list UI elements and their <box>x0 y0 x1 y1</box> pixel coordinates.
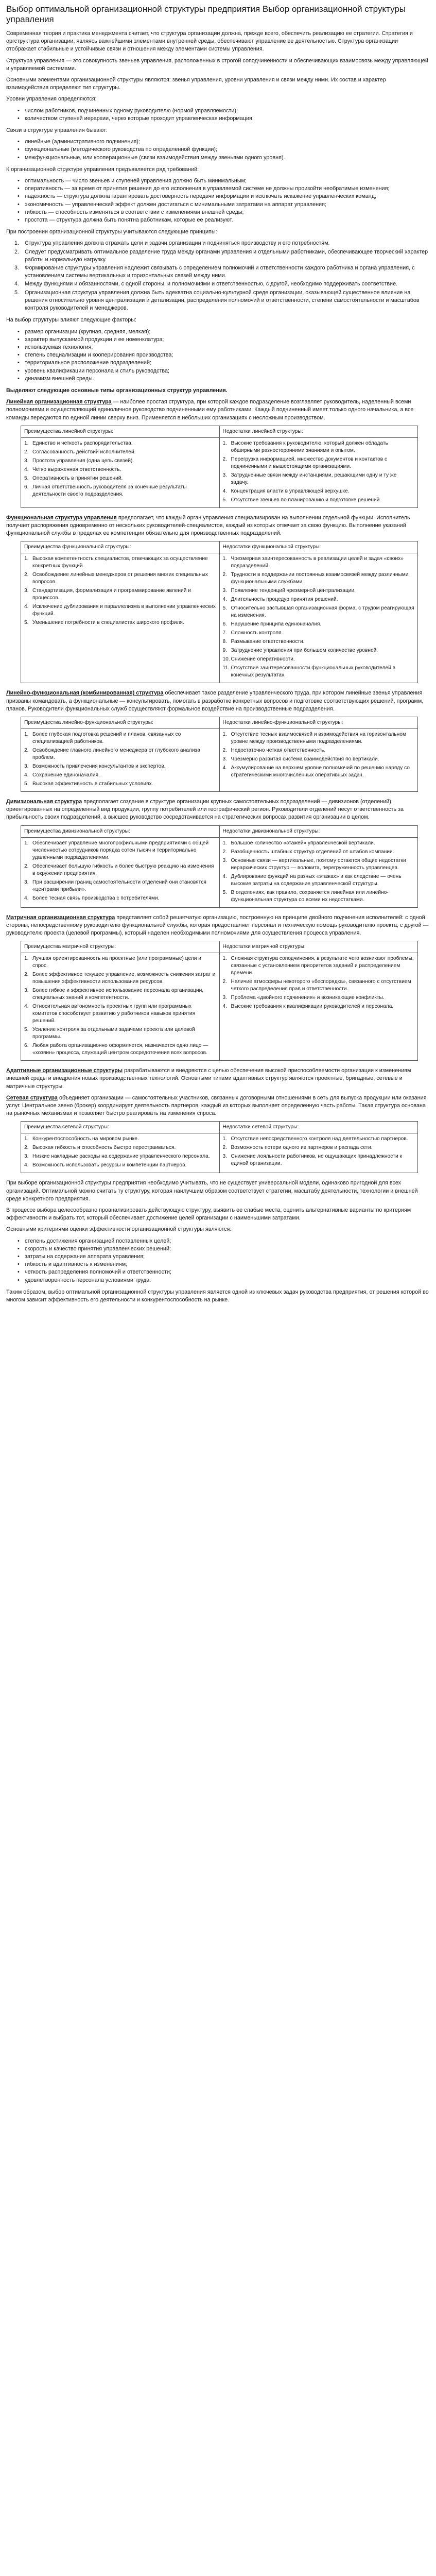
table-header: Недостатки сетевой структуры: <box>219 1122 418 1133</box>
list-item: 2. Следует предусматривать оптимальное разделение труда между органами управления и отдельными работниками, обеспечивающее творческий характер работы и нормальную нагрузку. <box>14 248 428 263</box>
list-item: 4. Сохранение единоначалия. <box>24 772 100 778</box>
list-item: • оперативность — за время от принятия решения до его исполнения в управляемой системе не должны произойти необратимые изменения; <box>25 185 429 193</box>
table-header: Преимущества сетевой структуры: <box>21 1122 220 1133</box>
section-heading: Связи в структуре управления бывают: <box>6 127 108 134</box>
list-item: 2. Наличие атмосферы некоторого «беспорядка», связанного с отсутствием четкого распределения прав и ответственности. <box>222 979 411 992</box>
list-item: 1. Структура управления должна отражать цели и задачи организации и подчиняться производству и его потребностям. <box>14 240 330 247</box>
matrix-proscons-table <box>21 941 418 1061</box>
final-paragraph: Таким образом, выбор оптимальной организационной структуры управления является одной из ключевых задач руководства предприятия, от решения которой во многом зависит эффективность его деятельности и конкурентоспособность на рынке. <box>6 1289 429 1303</box>
intro-paragraph: Основными элементами организационной структуры являются: звенья управления, уровни управления и связи между ними. Их состав и характер взаимодействия определяют тип структуры. <box>6 77 386 91</box>
list-item: • степень специализации и кооперирования производства; <box>25 351 429 359</box>
list-item: 4. Дублирование функций на разных «этажах» и как следствие — очень высокие затраты на содержание управленческой структуры. <box>222 873 402 887</box>
list-item: • степень достижения организацией поставленных целей; <box>25 1238 429 1245</box>
list-item: 4. Аккумулирование на верхнем уровне полномочий по решению наряду со стратегическими многочисленных оперативных задач. <box>222 765 410 778</box>
requirements-list <box>6 177 429 224</box>
list-item: • размер организации (крупная, средняя, мелкая); <box>25 328 429 336</box>
section-heading: Основными критериями оценки эффективности организационной структуры являются: <box>6 1226 232 1233</box>
list-item: • территориальное расположение подразделений; <box>25 359 429 367</box>
list-item: • экономичность — управленческий эффект должен достигаться с минимальными затратами на аппарат управления; <box>25 201 429 209</box>
list-item: 4. Более тесная связь производства с потребителями. <box>24 895 160 901</box>
list-item: 1. Сложная структура соподчинения, в результате чего возникают проблемы, связанные с установлением приоритетов заданий и распределением времени. <box>222 956 414 976</box>
list-item: 5. Оперативность в принятии решений. <box>24 475 123 481</box>
table-cell <box>219 837 418 907</box>
list-item: • числом работников, подчиненных одному руководителю (нормой управляемости); <box>25 107 429 115</box>
term: Функциональная структура управления <box>6 514 117 521</box>
list-item: 3. Стандартизация, формализация и программирование явлений и процессов. <box>24 588 191 601</box>
list-item: • используемая технология; <box>25 344 429 351</box>
list-item: 5. Организационная структура управления должна быть адекватна социально-культурной среде организации, оказывающей существенное влияние на решения относительно уровня централизации и детализации, распределения полномочий и ответственности, степени самостоятельности и масштабов контроля руководителей и менеджеров. <box>14 289 420 312</box>
divisional-proscons-table <box>21 825 418 908</box>
list-item: • функциональные (методического руководства по определенной функции); <box>25 146 429 154</box>
list-item: 3. Чрезмерно развитая система взаимодействия по вертикали. <box>222 756 379 762</box>
principles-list <box>6 240 429 312</box>
table-header: Недостатки функциональной структуры: <box>219 541 418 553</box>
list-item: • затраты на содержание аппарата управления; <box>25 1253 429 1261</box>
list-item: 2. Высокая гибкость и способность быстро перестраиваться. <box>24 1145 176 1151</box>
links-list <box>6 138 429 162</box>
table-header: Недостатки матричной структуры: <box>219 941 418 953</box>
list-item: • количеством ступеней иерархии, через которые проходит управленческая информация. <box>25 115 429 123</box>
list-item: 1. Чрезмерная заинтересованность в реализации целей и задач «своих» подразделений. <box>222 556 404 569</box>
table-header: Преимущества дивизиональной структуры: <box>21 825 220 837</box>
criteria-list <box>6 1238 429 1284</box>
list-item: 1. Большое количество «этажей» управленческой вертикали. <box>222 840 375 846</box>
term: Линейная организационная структура <box>6 399 112 405</box>
list-item: 2. Разобщенность штабных структур отделений от штабов компании. <box>222 849 394 855</box>
list-item: 2. Недостаточно четкая ответственность. <box>222 747 326 753</box>
list-item: • скорость и качество принятия управленческих решений; <box>25 1245 429 1253</box>
list-item: • характер выпускаемой продукции и ее номенклатура; <box>25 336 429 344</box>
linear-proscons-table <box>21 426 418 508</box>
list-item: 4. Относительная автономность проектных групп или программных комитетов способствует развитию у работников навыков принятия решений. <box>24 1004 196 1024</box>
list-item: 1. Отсутствие непосредственного контроля над деятельностью партнеров. <box>222 1136 408 1142</box>
list-item: 1. Обеспечивает управление многопрофильными предприятиями с общей численностью сотрудников порядка сотен тысяч и территориально удаленными подразделениями. <box>24 840 209 860</box>
list-item: 5. Относительно застывшая организационная форма, с трудом реагирующая на изменения. <box>222 605 414 619</box>
list-item: 3. Низкие накладные расходы на содержание управленческого персонала. <box>24 1154 210 1160</box>
network-structure-paragraph: Сетевая структура объединяет организации — самостоятельных участников, связанных договорными отношениями в сеть для выпуска продукции или оказания услуг. Центральное звено (брокер) координирует деятельность партнеров, каждый из которых выполняет определенную часть работы. Такая структура основана на рыночных механизмах и позволяет быстро реагировать на изменения спроса. <box>6 1094 427 1117</box>
factors-list <box>6 328 429 383</box>
list-item: 10. Снижение оперативности. <box>222 656 295 663</box>
linear-functional-proscons-table <box>21 717 418 792</box>
table-header: Преимущества линейно-функциональной структуры: <box>21 717 220 728</box>
section-heading: Выделяют следующие основные типы организационных структур управления. <box>6 387 228 394</box>
matrix-structure-paragraph: Матричная организационная структура представляет собой решетчатую организацию, построенную на принципе двойного подчинения исполнителей: с одной стороны, непосредственному руководителю функциональной службы, которая предоставляет персонал и техническую помощь руководителю проекта, с другой — руководителю проекта (целевой программы), который наделен необходимыми полномочиями для осуществления процесса управления. <box>6 914 429 936</box>
list-item: 2. Возможность потери одного из партнеров и распада сети. <box>222 1145 373 1151</box>
table-header: Преимущества функциональной структуры: <box>21 541 220 553</box>
list-item: 3. Более гибкое и эффективное использование персонала организации, специальных знаний и компетентности. <box>24 988 204 1001</box>
list-item: 6. Нарушение принципа единоначалия. <box>222 621 322 628</box>
table-header: Преимущества матричной структуры: <box>21 941 220 953</box>
levels-list <box>6 107 429 123</box>
list-item: 5. Высокая эффективность в стабильных условиях. <box>24 781 153 787</box>
adaptive-structure-paragraph: Адаптивные организационные структуры разрабатываются и внедряются с целью обеспечения высокой приспособляемости организации к изменениям внешней среды и внедрения новых производственных технологий. Основными типами адаптивных структур являются проектные, бригадные, сетевые и матричные структуры. <box>6 1067 411 1090</box>
intro-paragraph: Структура управления — это совокупность звеньев управления, расположенных в строгой соподчиненности и обеспечивающих взаимосвязь между управляющей и управляемой системами. <box>6 57 428 72</box>
table-cell <box>219 553 418 683</box>
table-header: Преимущества линейной структуры: <box>21 426 220 437</box>
list-item: 3. Основные связи — вертикальные, поэтому остаются общие недостатки иерархических структур — волокита, перегруженность управленцев. <box>222 857 406 871</box>
section-heading: Уровни управления определяются: <box>6 96 97 103</box>
functional-structure-paragraph: Функциональная структура управления предполагает, что каждый орган управления специализирован на выполнении отдельной функции. Исполнитель получает распоряжения одновременно от нескольких руководителей-специалистов, каждый из которых отвечает за свою функцию. Выполнение указаний функциональной службы в пределах ее компетенции обязательно для производственных подразделений. <box>6 514 410 537</box>
list-item: 7. Сложность контроля. <box>222 630 283 636</box>
list-item: 3. Проблема «двойного подчинения» и возникающие конфликты. <box>222 995 385 1001</box>
list-item: 4. Исключение дублирования и параллелизма в выполнении управленческих функций. <box>24 604 216 617</box>
list-item: • динамизм внешней среды. <box>25 375 429 383</box>
conclusion-paragraph: В процессе выбора целесообразно проанализировать действующую структуру, выявить ее слабые места, оценить альтернативные варианты по критериям эффективности и выбрать тот, который обеспечивает достижение целей организации с наименьшими затратами. <box>6 1207 411 1222</box>
functional-proscons-table <box>21 541 418 683</box>
list-item: 6. Любая работа организационно оформляется, назначается одно лицо — «хозяин» процесса, служащий центром сосредоточения всех вопросов. <box>24 1043 208 1056</box>
list-item: • простота — структура должна быть понятна работникам, которые ее реализуют. <box>25 216 429 224</box>
list-item: • надежность — структура должна гарантировать достоверность передачи информации и исключать искажение управленческих команд; <box>25 193 429 200</box>
list-item: 4. Длительность процедур принятия решений. <box>222 597 338 603</box>
list-item: 3. Формирование структуры управления надлежит связывать с определением полномочий и ответственности каждого работника и органа управления, с установлением системы вертикальных и горизонтальных связей между ними. <box>14 265 415 279</box>
list-item: 3. Затрудненные связи между инстанциями, решающими одну и ту же задачу. <box>222 472 397 485</box>
term: Сетевая структура <box>6 1094 58 1101</box>
list-item: 1. Высокие требования к руководителю, который должен обладать обширными разносторонними знаниями и опытом. <box>222 440 388 453</box>
list-item: 5. Отсутствие звеньев по планированию и подготовке решений. <box>222 497 381 503</box>
list-item: 1. Лучшая ориентированность на проектные (или программные) цели и спрос. <box>24 956 201 969</box>
list-item: 4. Между функциями и обязанностями, с одной стороны, и полномочиями и ответственностью, с другой, необходимо поддерживать соответствие. <box>14 281 398 287</box>
list-item: 1. Отсутствие тесных взаимосвязей и взаимодействия на горизонтальном уровне между производственными подразделениями. <box>222 731 406 744</box>
list-item: • межфункциональные, или кооперационные (связи взаимодействия между звеньями одного уровня). <box>25 154 429 162</box>
list-item: 2. Перегрузка информацией, множество документов и контактов с подчиненными и вышестоящими организациями. <box>222 456 388 469</box>
list-item: • оптимальность — число звеньев и ступеней управления должно быть минимальным; <box>25 177 429 185</box>
list-item: 5. В отделениях, как правило, сохраняется линейная или линейно-функциональная структура со всеми их недостатками. <box>222 889 389 903</box>
intro-paragraph: Современная теория и практика менеджмента считает, что структура организации должна, прежде всего, обеспечить реализацию ее стратегии. Стратегия и оргструктура организации, являясь важнейшими элементами внутренней среды, обеспечивают управление ее деятельностью. Структура организации отображает стабильные и устойчивые связи и отношения между элементами системы управления. <box>6 30 413 53</box>
section-heading: На выбор структуры влияют следующие факторы: <box>6 317 137 324</box>
list-item: 6. Личная ответственность руководителя за конечные результаты деятельности своего подразделения. <box>24 484 187 497</box>
section-heading: К организационной структуре управления предъявляется ряд требований: <box>6 166 199 173</box>
list-item: 8. Размывание ответственности. <box>222 639 305 645</box>
list-item: 2. Согласованность действий исполнителей. <box>24 449 136 455</box>
table-cell <box>219 437 418 507</box>
term: Адаптивные организационные структуры <box>6 1067 123 1074</box>
list-item: 3. Снижение лояльности работников, не ощущающих принадлежности к единой организации. <box>222 1154 402 1167</box>
table-header: Недостатки линейной структуры: <box>219 426 418 437</box>
list-item: • четкость распределения полномочий и ответственности; <box>25 1268 429 1276</box>
table-cell <box>219 953 418 1061</box>
list-item: 4. Концентрация власти в управляющей верхушке. <box>222 488 350 494</box>
list-item: 2. Более эффективное текущее управление, возможность снижения затрат и повышения эффективности использования ресурсов. <box>24 972 216 985</box>
list-item: 5. Усиление контроля за отдельными задачами проекта или целевой программы. <box>24 1027 195 1040</box>
page-title: Выбор оптимальной организационной структуры предприятия Выбор организационной структуры управления <box>6 4 406 24</box>
table-header: Недостатки дивизиональной структуры: <box>219 825 418 837</box>
list-item: • гибкость — способность изменяться в соответствии с изменениями внешней среды; <box>25 209 429 216</box>
table-header: Недостатки линейно-функциональной структуры: <box>219 717 418 728</box>
list-item: 2. Освобождение линейных менеджеров от решения многих специальных вопросов. <box>24 572 208 585</box>
list-item: 5. Уменьшение потребности в специалистах широкого профиля. <box>24 620 184 626</box>
list-item: 4. Четко выраженная ответственность. <box>24 466 121 472</box>
table-cell <box>21 437 220 507</box>
list-item: 9. Затруднение управления при большом количестве уровней. <box>222 648 378 654</box>
list-item: 1. Единство и четкость распорядительства. <box>24 440 133 446</box>
list-item: 3. Возможность привлечения консультантов и экспертов. <box>24 763 166 769</box>
linear-structure-paragraph: Линейная организационная структура — наиболее простая структура, при которой каждое подразделение возглавляет руководитель, наделенный всеми полномочиями и осуществляющий единоличное руководство подчиненными ему работниками. Каждый подчиненный имеет только одного начальника, а все команды передаются по единой линии сверху вниз. Применяется в небольших организациях с несложным производством. <box>6 399 414 421</box>
table-cell <box>219 1133 418 1173</box>
table-cell <box>21 837 220 907</box>
list-item: 2. Обеспечивает большую гибкость и более быструю реакцию на изменения в окружении предприятия. <box>24 863 214 876</box>
list-item: 1. Высокая компетентность специалистов, отвечающих за осуществление конкретных функций. <box>24 556 208 569</box>
list-item: 4. Высокие требования к квалификации руководителей и персонала. <box>222 1004 394 1010</box>
list-item: 3. Появление тенденций чрезмерной централизации. <box>222 588 356 594</box>
table-cell <box>21 553 220 683</box>
list-item: 1. Более глубокая подготовка решений и планов, связанных со специализацией работников. <box>24 731 181 744</box>
list-item: 2. Трудности в поддержании постоянных взаимосвязей между различными функциональными службами. <box>222 572 409 585</box>
term: Линейно-функциональная (комбинированная) структура <box>6 690 164 697</box>
table-cell <box>21 728 220 791</box>
divisional-structure-paragraph: Дивизиональная структура предполагает создание в структуре организации крупных самостоятельных подразделений — дивизионов (отделений), ориентированных на определенный вид продукции, группу потребителей или географический регион. Руководители отделений несут ответственность за прибыльность своих подразделений, а высшее руководство сосредотачивается на стратегических вопросах развития организации в целом. <box>6 798 404 821</box>
list-item: 1. Конкурентоспособность на мировом рынке. <box>24 1136 139 1142</box>
section-heading: При построении организационной структуры учитываются следующие принципы: <box>6 229 217 235</box>
list-item: 3. Простота управления (одна цепь связей). <box>24 457 134 464</box>
term: Матричная организационная структура <box>6 914 115 921</box>
list-item: 11. Отсутствие заинтересованности функциональных руководителей в конечных результатах. <box>222 665 396 679</box>
list-item: • линейные (административного подчинения); <box>25 138 429 146</box>
table-cell <box>219 728 418 791</box>
list-item: • уровень квалификации персонала и стиль руководства; <box>25 367 429 375</box>
list-item: 2. Освобождение главного линейного менеджера от глубокого анализа проблем. <box>24 747 200 760</box>
term: Дивизиональная структура <box>6 798 82 805</box>
list-item: 3. При расширении границ самостоятельности отделений они становятся «центрами прибыли». <box>24 879 206 892</box>
table-cell <box>21 953 220 1061</box>
list-item: 4. Возможность использовать ресурсы и компетенции партнеров. <box>24 1162 187 1168</box>
network-proscons-table <box>21 1121 418 1173</box>
table-cell <box>21 1133 220 1173</box>
conclusion-paragraph: При выборе организационной структуры предприятия необходимо учитывать, что не существует универсальной модели, одинаково пригодной для всех организаций. Оптимальной можно считать ту структуру, которая наилучшим образом соответствует стратегии, масштабу деятельности, технологии и внешней среде конкретного предприятия. <box>6 1180 418 1202</box>
linear-functional-structure-paragraph: Линейно-функциональная (комбинированная) структура обеспечивает такое разделение управленческого труда, при котором линейные звенья управления призваны командовать, а функциональные — консультировать, помогать в разработке конкретных вопросов и подготовке соответствующих решений, программ, планов. Руководители функциональных служб осуществляют формальное воздействие на производственные подразделения. <box>6 690 424 712</box>
list-item: • удовлетворенность персонала условиями труда. <box>25 1277 429 1284</box>
list-item: • гибкость и адаптивность к изменениям; <box>25 1261 429 1268</box>
